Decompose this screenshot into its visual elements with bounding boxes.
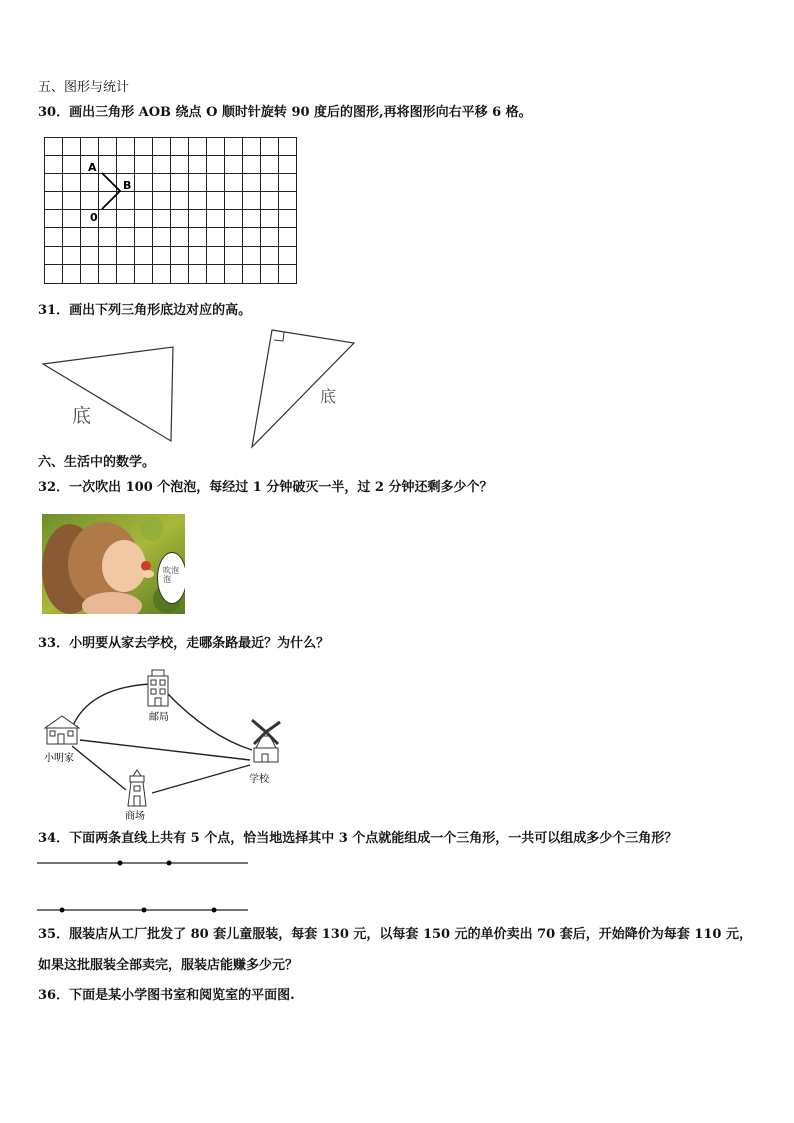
section-title-5: 五、图形与统计 xyxy=(38,80,130,95)
section-title-6: 六、生活中的数学。 xyxy=(38,455,156,470)
label-b: B xyxy=(123,179,132,192)
base-label-2: 底 xyxy=(320,387,337,406)
question-33-text: 33．小明要从家去学校，走哪条路最近？为什么？ xyxy=(38,636,330,651)
question-30-text: 30．画出三角形 AOB 绕点 O 顺时针旋转 90 度后的图形,再将图形向右平移 6 格。 xyxy=(38,105,532,120)
question-34-text: 34．下面两条直线上共有 5 个点，恰当地选择其中 3 个点就能组成一个三角形，一共可以组成多少个三角形？ xyxy=(38,831,678,846)
point xyxy=(142,908,147,913)
question-35-line2: 如果这批服装全部卖完，服装店能赚多少元？ xyxy=(38,958,299,973)
question-35-line1: 35．服装店从工厂批发了 80 套儿童服装，每套 130 元，以每套 150 元的单价卖出 70 套后，开始降价为每套 110 元， xyxy=(38,927,752,942)
label-post-office: 邮局 xyxy=(149,712,169,723)
question-32-text: 32．一次吹出 100 个泡泡，每经过 1 分钟破灭一半，过 2 分钟还剩多少个？ xyxy=(38,480,493,495)
base-label-1: 底 xyxy=(72,405,92,427)
label-o: 0 xyxy=(90,211,98,224)
point xyxy=(60,908,65,913)
label-mall: 商场 xyxy=(125,811,145,822)
label-a: A xyxy=(88,161,97,174)
point xyxy=(212,908,217,913)
label-home: 小明家 xyxy=(44,753,74,764)
question-36-text: 36．下面是某小学图书室和阅览室的平面图. xyxy=(38,988,295,1003)
question-31-text: 31．画出下列三角形底边对应的高。 xyxy=(38,303,252,318)
label-school: 学校 xyxy=(249,774,269,785)
point xyxy=(118,861,123,866)
point xyxy=(167,861,172,866)
speech-bubble-text: 吹泡泡 xyxy=(163,566,179,584)
